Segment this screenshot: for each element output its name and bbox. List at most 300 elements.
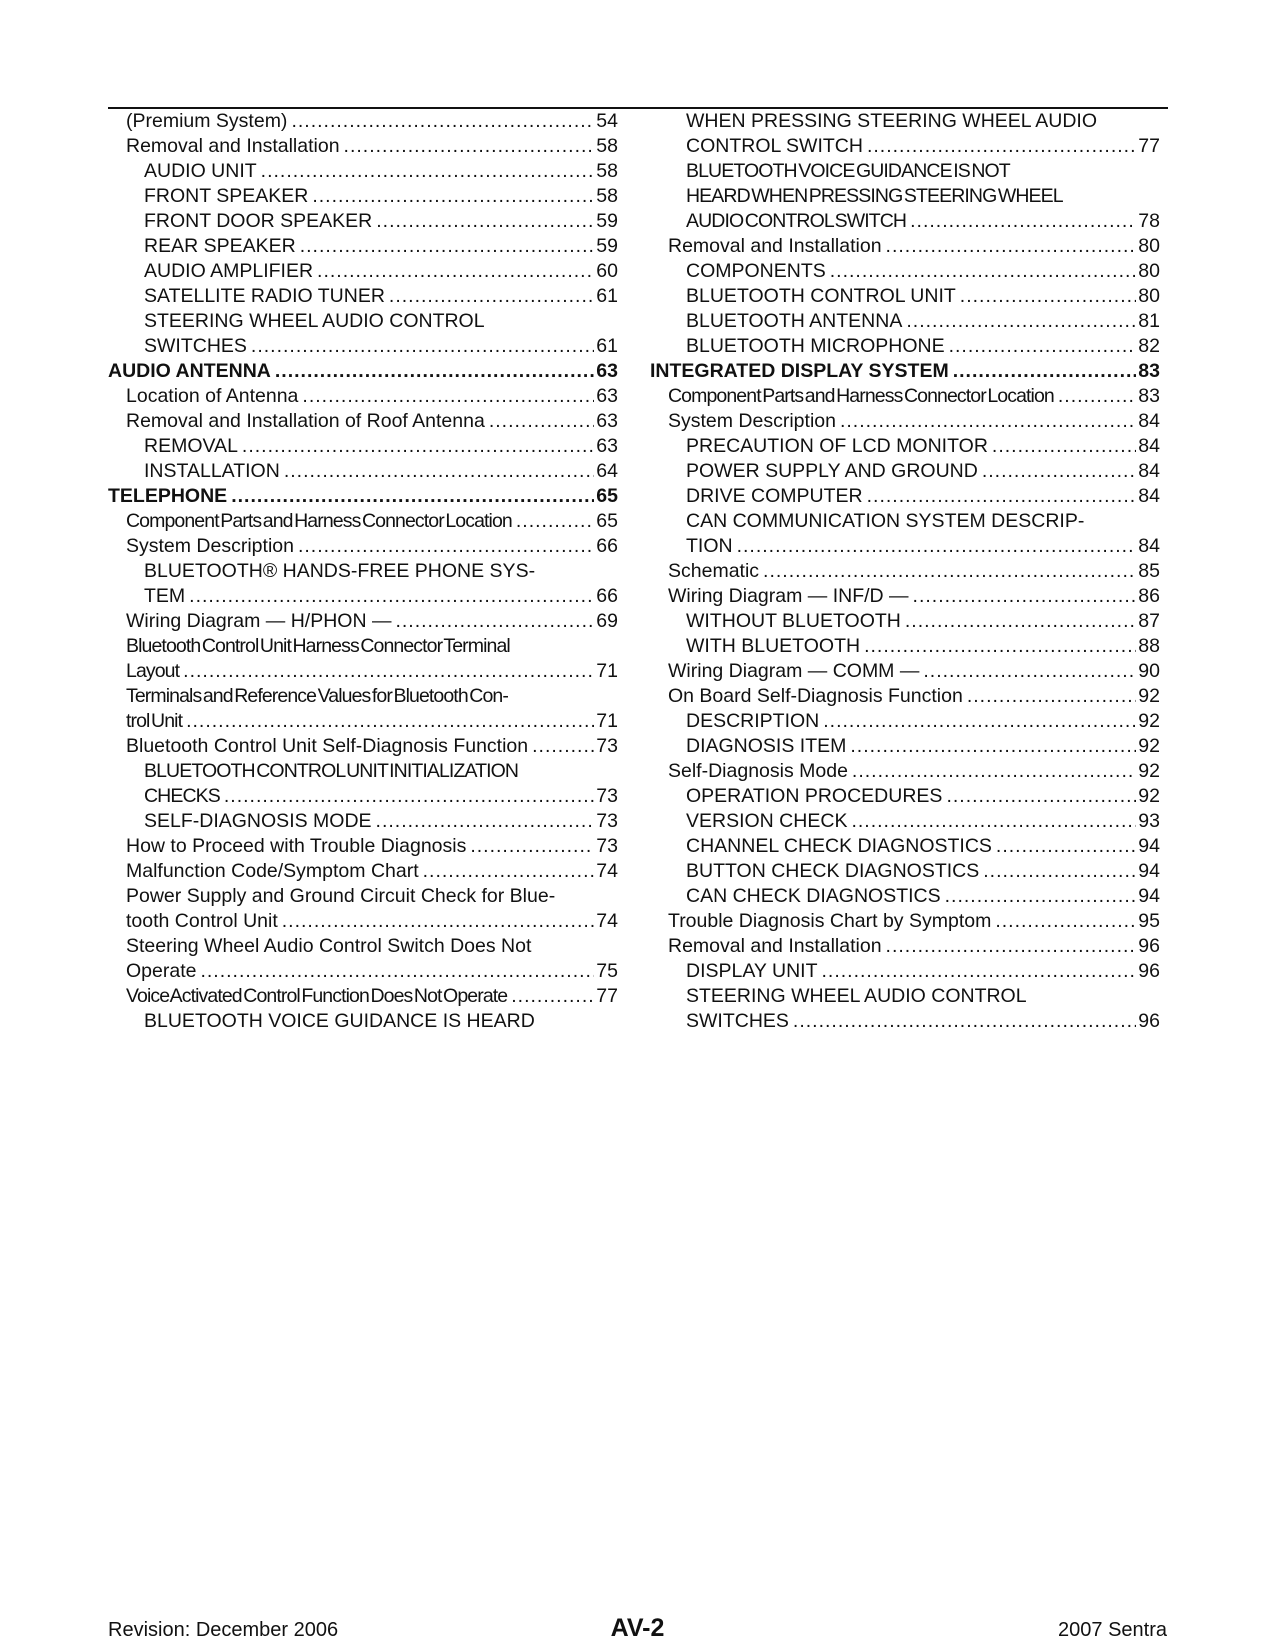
toc-entry-line [686,509,1160,534]
dot-leader [275,359,594,384]
toc-entry-line [144,434,618,459]
toc-entry[interactable] [108,434,618,459]
toc-entry[interactable] [108,859,618,884]
toc-entry-title: System Description [126,535,294,557]
toc-entry-title: Voice Activated Control Function Does Not Operate [126,985,508,1007]
toc-entry-line [686,134,1160,159]
toc-entry-title: FRONT SPEAKER [144,185,309,207]
toc-page-number: 73 [596,810,618,832]
toc-entry[interactable] [108,1009,618,1034]
toc-entry[interactable] [108,134,618,159]
toc-entry-title: OPERATION PROCEDURES [686,785,943,807]
toc-entry[interactable] [108,534,618,559]
toc-entry-line [668,384,1160,409]
toc-entry-title: BLUETOOTH VOICE GUIDANCE IS HEARD [144,1010,535,1032]
toc-page-number: 88 [1138,635,1160,657]
toc-entry-title: Operate [126,960,197,982]
toc-entry[interactable] [650,884,1160,909]
toc-entry-line [126,859,618,884]
dot-leader [867,484,1137,509]
toc-page-number: 66 [596,535,618,557]
toc-entry[interactable] [650,659,1160,684]
dot-leader [830,259,1137,284]
toc-page-number: 84 [1138,535,1160,557]
toc-page-number: 77 [1138,135,1160,157]
toc-entry-title: DRIVE COMPUTER [686,485,863,507]
toc-page-number: 58 [596,135,618,157]
toc-entry[interactable] [650,634,1160,659]
toc-entry-title: On Board Self-Diagnosis Function [668,685,963,707]
toc-entry-title: BLUETOOTH MICROPHONE [686,335,945,357]
toc-page-number: 83 [1138,360,1160,382]
toc-page-number: 63 [596,410,618,432]
toc-entry-title: AUDIO AMPLIFIER [144,260,314,282]
dot-leader [913,584,1137,609]
toc-page-number: 81 [1138,310,1160,332]
toc-page-number: 84 [1138,460,1160,482]
toc-entry[interactable] [108,159,618,184]
toc-entry[interactable] [650,584,1160,609]
toc-entry-title: INSTALLATION [144,460,280,482]
toc-entry-line [668,659,1160,684]
toc-page-number: 58 [596,160,618,182]
dot-leader [949,334,1137,359]
toc-entry-line [126,884,618,909]
dot-leader [291,109,594,134]
toc-entry-title: BUTTON CHECK DIAGNOSTICS [686,860,980,882]
toc-entry-line [686,709,1160,734]
toc-entry[interactable] [108,734,618,759]
toc-entry-title: TEM [144,585,186,607]
toc-entry-line [126,684,618,709]
toc-entry[interactable] [108,984,618,1009]
dot-leader [763,559,1136,584]
toc-entry-title: Trouble Diagnosis Chart by Symptom [668,910,992,932]
toc-entry-line [686,609,1160,634]
toc-entry[interactable] [108,834,618,859]
toc-page-number: 61 [596,335,618,357]
toc-entry-line [686,459,1160,484]
toc-entry-title: BLUETOOTH® HANDS-FREE PHONE SYS- [144,560,536,582]
toc-page-number: 95 [1138,910,1160,932]
dot-leader [376,209,594,234]
toc-entry[interactable] [108,209,618,234]
toc-entry-line [686,959,1160,984]
toc-entry[interactable] [108,309,618,359]
toc-entry-title: SATELLITE RADIO TUNER [144,285,385,307]
toc-page-number: 59 [596,235,618,257]
dot-leader [284,459,594,484]
toc-entry-line [126,934,618,959]
toc-page-number: 63 [596,360,618,382]
dot-leader [317,259,594,284]
toc-entry[interactable] [650,359,1160,384]
toc-entry[interactable] [108,259,618,284]
toc-entry-title: STEERING WHEEL AUDIO CONTROL [144,310,485,332]
dot-leader [983,859,1136,884]
toc-entry-title: Removal and Installation [668,235,882,257]
toc-entry-line [686,834,1160,859]
dot-leader [489,409,594,434]
toc-entry-title: BLUETOOTH ANTENNA [686,310,903,332]
dot-leader [389,284,594,309]
toc-page-number: 84 [1138,410,1160,432]
toc-entry-line [668,759,1160,784]
toc-entry-title: SWITCHES [686,1010,789,1032]
toc-page-number: 54 [596,110,618,132]
dot-leader [960,284,1137,309]
toc-entry-title: Layout [126,660,180,682]
dot-leader [840,409,1136,434]
toc-page-number: 65 [596,485,618,507]
toc-page-number: 63 [596,435,618,457]
toc-entry-line [144,459,618,484]
dot-leader [821,959,1136,984]
toc-entry-title: trol Unit [126,710,183,732]
toc-entry-line [686,534,1160,559]
toc-entry-line [686,259,1160,284]
toc-page-number: 71 [596,660,618,682]
dot-leader [945,884,1137,909]
toc-page-number: 93 [1138,810,1160,832]
toc-entry-line [668,684,1160,709]
dot-leader [224,784,594,809]
toc-entry-title: Bluetooth Control Unit Harness Connector Terminal [126,635,510,657]
toc-entry[interactable] [650,159,1160,234]
toc-entry-title: Wiring Diagram — COMM — [668,660,920,682]
toc-entry[interactable] [108,634,618,684]
toc-page-number: 86 [1138,585,1160,607]
toc-entry[interactable] [108,459,618,484]
toc-entry[interactable] [650,234,1160,259]
toc-entry-title: CHECKS [144,785,220,807]
toc-entry-title: REAR SPEAKER [144,235,296,257]
toc-entry-line [144,159,618,184]
toc-entry-title: AUDIO CONTROL SWITCH [686,210,907,232]
toc-entry[interactable] [108,284,618,309]
dot-leader [910,209,1136,234]
toc-entry-title: Component Parts and Harness Connector Location [126,510,512,532]
dot-leader [851,809,1136,834]
toc-page-number: 96 [1138,935,1160,957]
dot-leader [511,984,594,1009]
toc-entry-line [686,284,1160,309]
toc-entry-title: DIAGNOSIS ITEM [686,735,847,757]
toc-entry-line [668,409,1160,434]
toc-entry[interactable] [650,284,1160,309]
dot-leader [850,734,1136,759]
dot-leader [906,309,1136,334]
toc-entry[interactable] [650,784,1160,809]
toc-page-number: 75 [596,960,618,982]
toc-page-number: 82 [1138,335,1160,357]
toc-entry-title: DISPLAY UNIT [686,960,818,982]
toc-entry-line [686,159,1160,184]
toc-entry-line [686,434,1160,459]
toc-entry-title: How to Proceed with Trouble Diagnosis [126,835,467,857]
toc-entry-title: CAN CHECK DIAGNOSTICS [686,885,941,907]
toc-entry-title: TELEPHONE [108,485,228,507]
toc-entry-line [144,809,618,834]
toc-entry[interactable] [650,734,1160,759]
toc-entry[interactable] [108,934,618,984]
toc-entry-line [108,359,618,384]
toc-entry-line [126,384,618,409]
toc-page-number: 74 [596,910,618,932]
toc-entry[interactable] [650,809,1160,834]
dot-leader [183,659,594,684]
toc-entry-line [126,409,618,434]
dot-leader [992,434,1136,459]
toc-page-number: 92 [1138,685,1160,707]
toc-entry[interactable] [650,959,1160,984]
dot-leader [242,434,594,459]
toc-entry-line [126,509,618,534]
toc-entry-line [144,284,618,309]
toc-entry-line [126,134,618,159]
dot-leader [946,784,1136,809]
toc-entry-line [108,484,618,509]
toc-page-number: 77 [596,985,618,1007]
dot-leader [231,484,594,509]
toc-entry-title: Malfunction Code/Symptom Chart [126,860,419,882]
toc-entry-line [686,484,1160,509]
dot-leader [470,834,594,859]
dot-leader [886,234,1137,259]
toc-entry-title: SELF-DIAGNOSIS MODE [144,810,372,832]
toc-entry[interactable] [650,984,1160,1034]
toc-page-number: 83 [1138,385,1160,407]
toc-entry-line [668,584,1160,609]
toc-entry[interactable] [650,384,1160,409]
toc-page-number: 92 [1138,735,1160,757]
toc-entry-title: CAN COMMUNICATION SYSTEM DESCRIP- [686,510,1085,532]
toc-entry[interactable] [650,934,1160,959]
toc-entry[interactable] [650,709,1160,734]
toc-entry[interactable] [108,384,618,409]
toc-entry-title: Removal and Installation [126,135,340,157]
toc-entry-line [668,909,1160,934]
toc-entry-title: COMPONENTS [686,260,826,282]
dot-leader [423,859,595,884]
dot-leader [867,134,1136,159]
toc-entry-line [686,634,1160,659]
dot-leader [793,1009,1136,1034]
toc-entry-title: BLUETOOTH VOICE GUIDANCE IS NOT [686,160,1010,182]
dot-leader [189,584,594,609]
dot-leader [1058,384,1136,409]
toc-page-number: 92 [1138,785,1160,807]
toc-page-number: 84 [1138,485,1160,507]
dot-leader [302,384,594,409]
dot-leader [995,909,1136,934]
toc-page-number: 73 [596,785,618,807]
toc-page-number: 78 [1138,210,1160,232]
toc-entry[interactable] [650,609,1160,634]
toc-entry[interactable] [108,884,618,934]
footer-model: 2007 Sentra [1058,1619,1167,1641]
toc-entry[interactable] [650,684,1160,709]
toc-entry[interactable] [108,484,618,509]
toc-entry-line [126,909,618,934]
toc-entry-title: Wiring Diagram — H/PHON — [126,610,392,632]
toc-entry-line [668,559,1160,584]
toc-entry-title: WITHOUT BLUETOOTH [686,610,901,632]
toc-page-number: 63 [596,385,618,407]
toc-entry[interactable] [108,684,618,734]
toc-entry-title: INTEGRATED DISPLAY SYSTEM [650,360,949,382]
toc-page-number: 80 [1138,285,1160,307]
dot-leader [312,184,594,209]
toc-entry-line [686,1009,1160,1034]
dot-leader [200,959,594,984]
dot-leader [967,684,1136,709]
dot-leader [186,709,594,734]
toc-page-number: 94 [1138,860,1160,882]
toc-page-number: 80 [1138,260,1160,282]
dot-leader [996,834,1136,859]
toc-page-number: 58 [596,185,618,207]
toc-entry-line [144,584,618,609]
toc-entry[interactable] [650,334,1160,359]
toc-entry[interactable] [108,109,618,134]
toc-entry[interactable] [108,509,618,534]
dot-leader [516,509,594,534]
toc-entry-title: REMOVAL [144,435,238,457]
dot-leader [864,634,1136,659]
toc-entry[interactable] [650,434,1160,459]
toc-entry-line [126,959,618,984]
toc-page-number: 59 [596,210,618,232]
toc-entry-line [686,984,1160,1009]
toc-entry-line [686,884,1160,909]
toc-page-number: 85 [1138,560,1160,582]
toc-entry-title: DESCRIPTION [686,710,820,732]
toc-entry-title: Self-Diagnosis Mode [668,760,848,782]
toc-page-number: 94 [1138,885,1160,907]
toc-entry-title: Power Supply and Ground Circuit Check for Blue- [126,885,556,907]
toc-entry[interactable] [108,234,618,259]
toc-page-number: 96 [1138,960,1160,982]
toc-entry-line [686,784,1160,809]
toc-page-number: 60 [596,260,618,282]
toc-entry-line [686,209,1160,234]
toc-entry-title: Removal and Installation [668,935,882,957]
toc-entry-line [126,659,618,684]
toc-entry-title: BLUETOOTH CONTROL UNIT INITIALIZATION [144,760,519,782]
toc-entry[interactable] [650,559,1160,584]
toc-entry-line [126,634,618,659]
dot-leader [982,459,1136,484]
toc-entry[interactable] [108,409,618,434]
toc-entry[interactable] [650,409,1160,434]
toc-entry[interactable] [108,184,618,209]
toc-entry[interactable] [650,859,1160,884]
toc-entry[interactable] [108,609,618,634]
toc-page-number: 74 [596,860,618,882]
toc-entry-title: WITH BLUETOOTH [686,635,861,657]
dot-leader [923,659,1136,684]
toc-entry-line [126,834,618,859]
toc-entry-line [126,709,618,734]
dot-leader [737,534,1137,559]
toc-entry-line [686,859,1160,884]
toc-column-left [108,109,618,1034]
toc-entry[interactable] [650,759,1160,784]
dot-leader [953,359,1137,384]
toc-entry[interactable] [108,759,618,809]
toc-entry[interactable] [650,484,1160,509]
toc-entry-title: System Description [668,410,836,432]
toc-entry-title: CONTROL SWITCH [686,135,863,157]
dot-leader [298,534,594,559]
toc-entry-title: AUDIO ANTENNA [108,360,271,382]
toc-entry[interactable] [650,834,1160,859]
toc-entry-title: AUDIO UNIT [144,160,257,182]
dot-leader [261,159,595,184]
toc-entry-line [126,734,618,759]
toc-page-number: 96 [1138,1010,1160,1032]
toc-entry-title: CHANNEL CHECK DIAGNOSTICS [686,835,992,857]
toc-page-number: 90 [1138,660,1160,682]
toc-column-right [650,109,1160,1034]
toc-entry-line [144,1009,618,1034]
toc-page-number: 92 [1138,710,1160,732]
toc-entry-line [126,534,618,559]
dot-leader [532,734,594,759]
toc-entry-title: HEARD WHEN PRESSING STEERING WHEEL [686,185,1063,207]
toc-entry-title: tooth Control Unit [126,910,278,932]
toc-entry[interactable] [650,309,1160,334]
toc-entry-title: BLUETOOTH CONTROL UNIT [686,285,956,307]
toc-page-number: 84 [1138,435,1160,457]
dot-leader [300,234,595,259]
toc-entry-title: Removal and Installation of Roof Antenna [126,410,485,432]
footer-page-id: AV-2 [610,1614,665,1642]
dot-leader [282,909,595,934]
toc-page-number: 92 [1138,760,1160,782]
toc-entry-title: Bluetooth Control Unit Self-Diagnosis Function [126,735,529,757]
toc-entry[interactable] [108,809,618,834]
toc-entry[interactable] [108,359,618,384]
toc-entry[interactable] [650,459,1160,484]
toc-page-number: 94 [1138,835,1160,857]
toc-entry-title: Location of Antenna [126,385,299,407]
dot-leader [376,809,595,834]
footer-revision: Revision: December 2006 [108,1619,339,1641]
toc-entry-line [686,184,1160,209]
toc-entry[interactable] [108,559,618,609]
toc-entry-title: (Premium System) [126,110,288,132]
toc-page-number: 71 [596,710,618,732]
toc-entry-title: Steering Wheel Audio Control Switch Does Not [126,935,532,957]
toc-page-number: 87 [1138,610,1160,632]
toc-entry[interactable] [650,509,1160,559]
toc-entry[interactable] [650,909,1160,934]
toc-entry-title: POWER SUPPLY AND GROUND [686,460,978,482]
toc-entry-line [144,184,618,209]
toc-entry-line [668,934,1160,959]
toc-entry-title: Schematic [668,560,760,582]
toc-entry[interactable] [650,259,1160,284]
toc-entry-title: FRONT DOOR SPEAKER [144,210,373,232]
dot-leader [852,759,1136,784]
toc-entry-line [126,109,618,134]
toc-entry-line [144,234,618,259]
toc-entry[interactable] [650,109,1160,159]
toc-entry-title: Component Parts and Harness Connector Location [668,385,1054,407]
toc-entry-line [126,609,618,634]
